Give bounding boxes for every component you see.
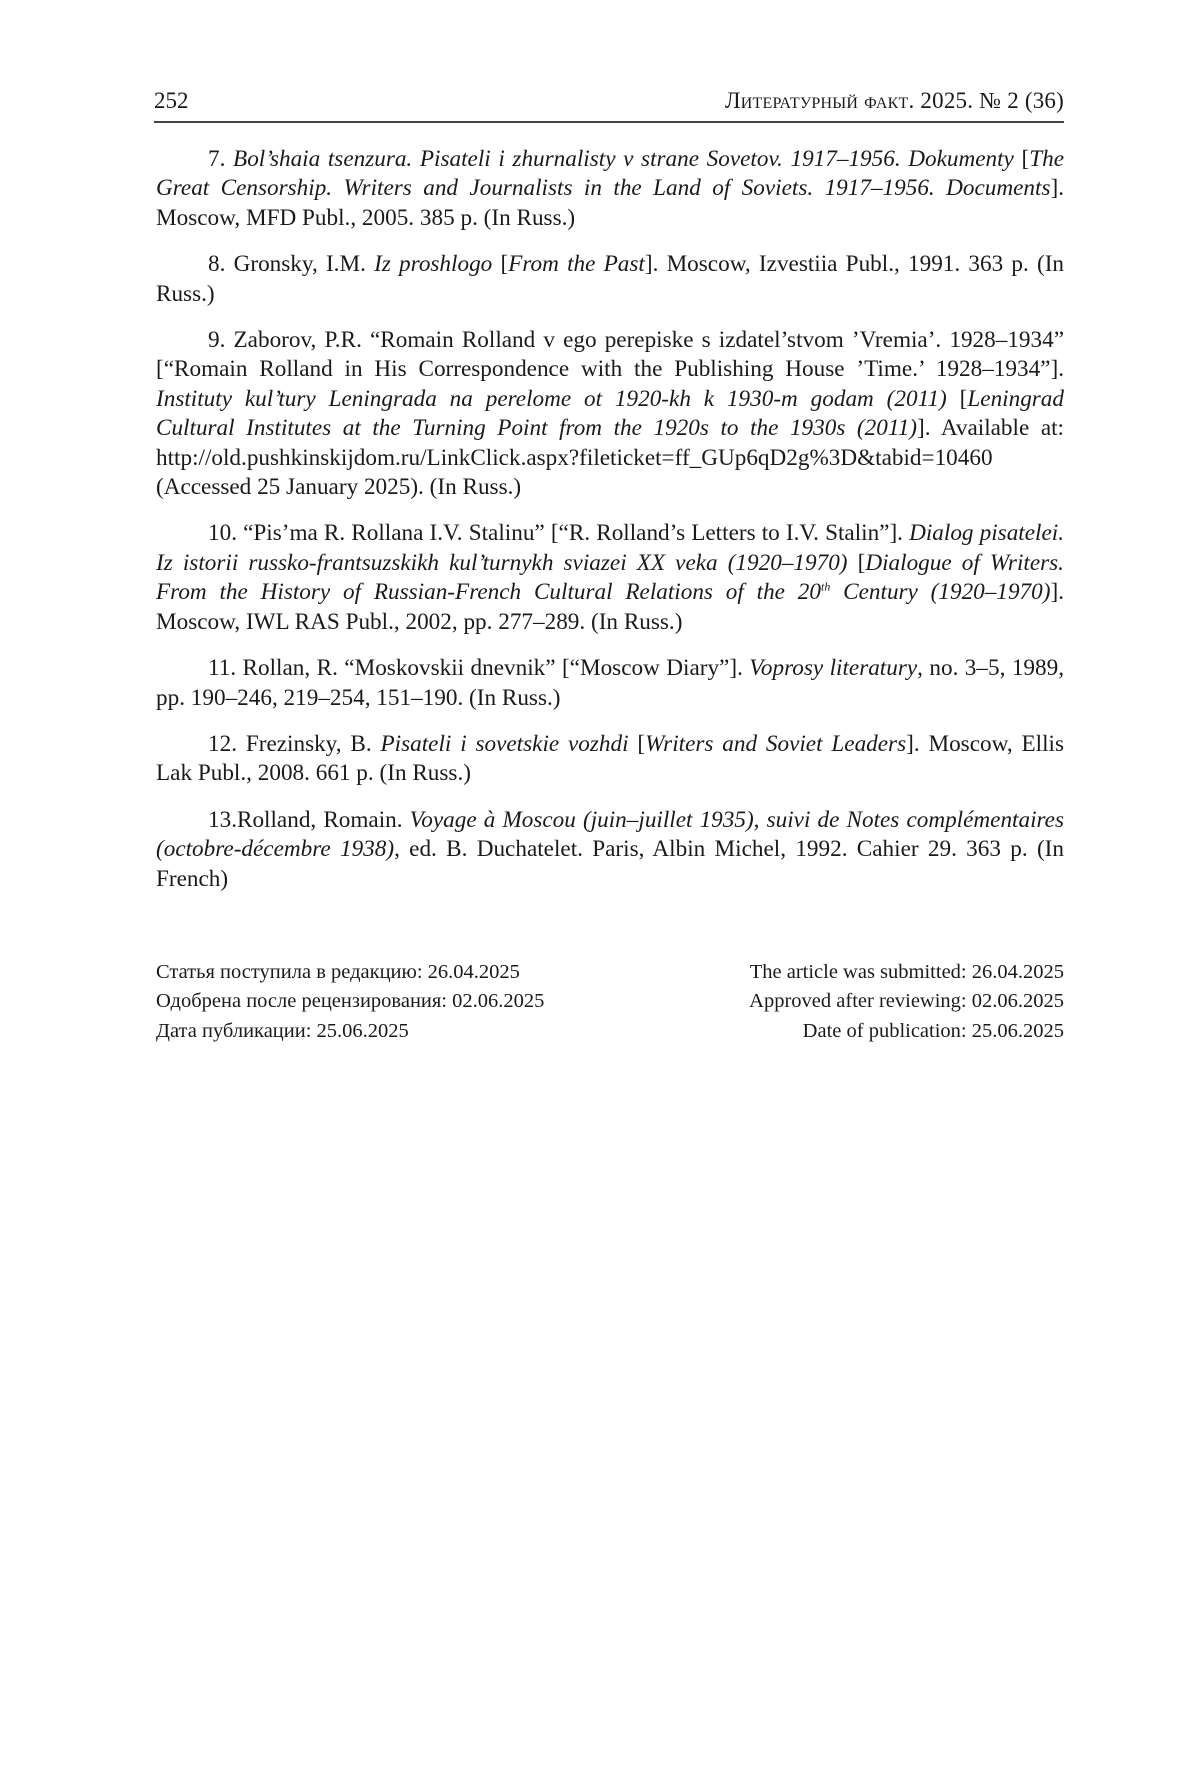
reference-text-run: Writers and Soviet Leaders [645, 730, 907, 757]
reference-item [156, 519, 1064, 637]
reference-text-run: 11. Rollan, R. “Moskovskii dnevnik” [“Moscow Diary”]. [208, 655, 750, 682]
submitted-date-en: The article was submitted: 26.04.2025 [749, 960, 1064, 983]
page-number: 252 [154, 88, 189, 113]
reference-text-run: Dialog pisatelei. Iz istorii russko-frantsuzskikh kul’turnykh sviazei XX veka (1920–1970) [156, 520, 1064, 576]
reference-text-run: [ [946, 385, 968, 412]
running-header [154, 88, 1064, 123]
reference-text-run: [ [847, 549, 866, 576]
reference-item [156, 145, 1064, 233]
reference-text-run: Iz proshlogo [374, 251, 493, 278]
approved-date-en: Approved after reviewing: 02.06.2025 [749, 990, 1064, 1013]
reference-text-run: 10. “Pis’ma R. Rollana I.V. Stalinu” [“R. Rolland’s Letters to I.V. Stalin”]. [208, 520, 910, 547]
reference-text-run: 12. Frezinsky, B. [208, 730, 381, 757]
reference-text-run: 9. Zaborov, P.R. “Romain Rolland v ego perepiske s izdatel’stvom ’Vremia’. 1928–1934” [“Romain Rolland in His Correspondence with the Publishing House ’Time.’ 1928–1934”]. [156, 327, 1064, 383]
reference-item [156, 250, 1064, 309]
reference-list [154, 145, 1064, 894]
reference-text-run: 13.Rolland, Romain. [208, 806, 410, 833]
submitted-date-ru: Статья поступила в редакцию: 26.04.2025 [156, 960, 520, 983]
reference-text-run: Voyage à Moscou (juin–juillet 1935), suivi de Notes complémentaires (octobre-décembre 1938) [156, 806, 1064, 863]
reference-text-run: th [820, 579, 831, 594]
reference-text-run: , no. 3–5, 1989, pp. 190–246, 219–254, 151–190. (In Russ.) [156, 655, 1064, 711]
reference-text-run: ]. Moscow, MFD Publ., 2005. 385 p. (In Russ.) [156, 175, 1064, 231]
approved-date-ru: Одобрена после рецензирования: 02.06.2025 [156, 990, 545, 1013]
reference-text-run: [ [492, 251, 509, 278]
dates-russian [156, 958, 544, 1046]
reference-text-run: Century (1920–1970) [830, 579, 1051, 606]
reference-text-run: ]. Moscow, IWL RAS Publ., 2002, pp. 277–289. (In Russ.) [156, 579, 1064, 635]
reference-text-run: The Great Censorship. Writers and Journalists in the Land of Soviets. 1917–1956. Documents [156, 146, 1065, 202]
reference-text-run: ]. Available at: http://old.pushkinskijdom.ru/LinkClick.aspx?fileticket=ff_GUp6qD2g%3D&tabid=10460 (Accessed 25 January 2025). (In Russ.) [156, 415, 1064, 501]
reference-text-run: Bol’shaia tsenzura. Pisateli i zhurnalisty v strane Sovetov. 1917–1956. Dokumenty [233, 146, 1014, 172]
reference-text-run: Dialogue of Writers. From the History of Russian-French Cultural Relations of the 20 [156, 549, 1064, 606]
dates-english [749, 958, 1064, 1046]
reference-text-run: 8. Gronsky, I.M. [208, 251, 375, 278]
reference-text-run: From the Past [508, 251, 645, 278]
reference-text-run: , ed. B. Duchatelet. Paris, Albin Michel, 1992. Cahier 29. 363 p. (In French) [156, 836, 1064, 892]
reference-item [156, 326, 1064, 502]
reference-text-run: 7. [208, 146, 234, 172]
published-date-en: Date of publication: 25.06.2025 [802, 1019, 1064, 1042]
reference-text-run: [ [1013, 146, 1030, 172]
reference-text-run: Instituty kul’tury Leningrada na perelome ot 1920-kh k 1930-m godam (2011) [156, 385, 947, 412]
reference-item [156, 730, 1064, 789]
reference-text-run: Leningrad Cultural Institutes at the Turning Point from the 1920s to the 1930s (2011) [156, 385, 1064, 442]
reference-text-run: Voprosy literatury [749, 655, 918, 682]
page [154, 88, 1064, 1046]
journal-title: Литературный факт. 2025. № 2 (36) [724, 88, 1064, 113]
reference-text-run: Pisateli i sovetskie vozhdi [380, 730, 629, 757]
reference-item [156, 806, 1064, 894]
article-dates [154, 958, 1064, 1046]
reference-text-run: [ [628, 730, 646, 757]
published-date-ru: Дата публикации: 25.06.2025 [156, 1019, 409, 1042]
reference-text-run: ]. Moscow, Ellis Lak Publ., 2008. 661 p. (In Russ.) [156, 730, 1064, 787]
reference-text-run: ]. Moscow, Izvestiia Publ., 1991. 363 p. (In Russ.) [156, 251, 1065, 307]
reference-item [156, 654, 1064, 713]
